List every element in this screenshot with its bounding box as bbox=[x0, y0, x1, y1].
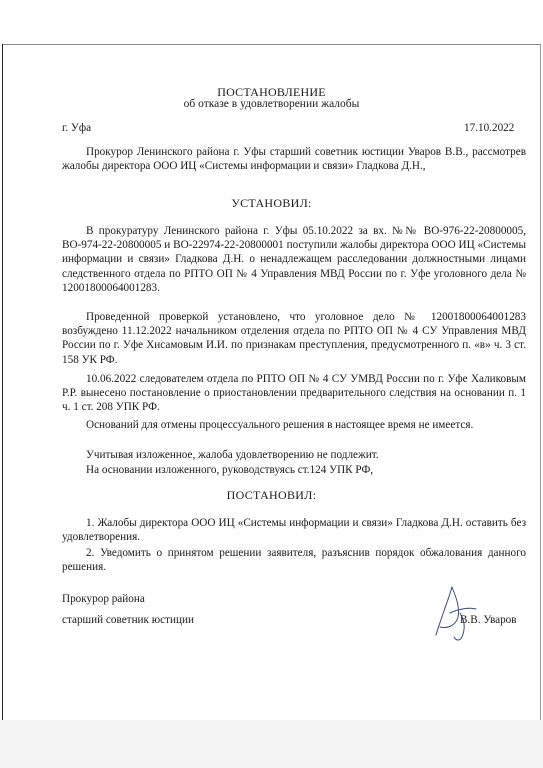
document-subtitle: об отказе в удовлетворении жалобы bbox=[183, 98, 360, 110]
resolution-item-1: 1. Жалобы директора ООО ИЦ «Системы информации и связи» Гладкова Д.Н. оставить без удовлетворения. bbox=[62, 517, 526, 544]
signer-position-line-2: старший советник юстиции bbox=[62, 614, 194, 626]
signer-position-line-1: Прокурор района bbox=[62, 593, 145, 605]
paragraph-1: В прокуратуру Ленинского района г. Уфы 05.10.2022 за вх. №№ ВО-976-22-20800005, ВО-974-22-20800005 и ВО-22974-22-20800001 поступили жалобы директора ООО ИЦ «Системы информации и связи» Гладкова Д.Н. о ненадлежащем расследовании должностными лицами следственного отдела по РПТО ОП № 4 Управления МВД России по г. Уфе уголовного дела № 12001800064001283. bbox=[62, 225, 526, 294]
document-city: г. Уфа bbox=[62, 122, 92, 134]
paragraph-6: На основании изложенного, руководствуясь ст.124 УПК РФ, bbox=[86, 464, 374, 476]
page-bottom-background bbox=[0, 720, 543, 768]
signer-name: В.В. Уваров bbox=[460, 614, 517, 626]
paragraph-4: Оснований для отмены процессуального решения в настоящее время не имеется. bbox=[86, 419, 474, 431]
document-title: ПОСТАНОВЛЕНИЕ bbox=[217, 85, 326, 99]
resolution-item-2: 2. Уведомить о принятом решении заявителя, разъяснив порядок обжалования данного решения. bbox=[62, 547, 526, 574]
document-date: 17.10.2022 bbox=[464, 122, 515, 134]
paragraph-3: 10.06.2022 следователем отдела по РПТО ОП № 4 СУ УМВД России по г. Уфе Халиковым Р.Р. вынесено постановление о приостановлении предварительного следствия на основании п. 1 ч. 1 ст. 208 УПК РФ. bbox=[62, 373, 526, 414]
page-left-border bbox=[2, 44, 3, 720]
page-right-border bbox=[540, 44, 541, 720]
intro-paragraph: Прокурор Ленинского района г. Уфы старший советник юстиции Уваров В.В., рассмотрев жалобы директора ООО ИЦ «Системы информации и связи» Гладкова Д.Н., bbox=[62, 146, 526, 173]
heading-resolved: ПОСТАНОВИЛ: bbox=[226, 488, 317, 502]
heading-established: УСТАНОВИЛ: bbox=[231, 196, 312, 210]
paragraph-2: Проведенной проверкой установлено, что уголовное дело № 12001800064001283 возбуждено 11.12.2022 начальником отделения отдела по РПТО ОП № 4 СУ Управления МВД России по г. Уфе Хисамовым И.И. по признакам преступления, предусмотренного п. «в» ч. 3 ст. 158 УК РФ. bbox=[62, 311, 526, 366]
paragraph-5: Учитывая изложенное, жалоба удовлетворению не подлежит. bbox=[86, 449, 379, 461]
page-top-border bbox=[2, 44, 541, 45]
